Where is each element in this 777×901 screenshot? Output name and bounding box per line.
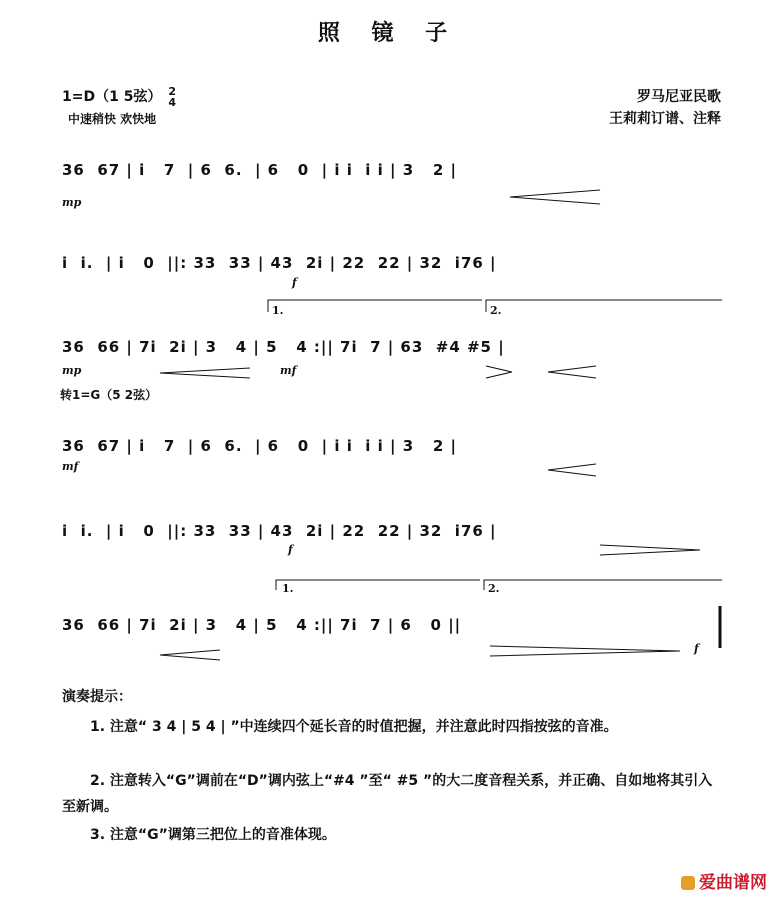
- dynamic-row-2: f: [292, 276, 297, 289]
- arranger-credit: 王莉莉订谱、注释: [609, 111, 721, 127]
- score-row-2: i i. | i 0 ||: 33 33 | 43 2i | 22 22 | 32 i76 |: [62, 254, 497, 272]
- dynamic-row-3b: mf: [280, 364, 297, 377]
- time-top: 2: [168, 85, 176, 98]
- hint-item-3: 3. 注意“G”调第三把位上的音准体现。: [90, 827, 336, 843]
- volta-2-row3: 2.: [490, 304, 502, 317]
- volta-2-row6: 2.: [488, 582, 500, 595]
- music-note-icon: [681, 876, 695, 890]
- score-row-4: 36 67 | i 7 | 6 6. | 6 0 | i i i i | 3 2 |: [62, 437, 457, 455]
- page-title: 照 镜 子: [317, 21, 460, 46]
- dynamic-row-3: mp: [62, 364, 82, 377]
- dynamic-row-6: f: [694, 642, 699, 655]
- site-watermark: [681, 868, 767, 893]
- volta-1-row3: 1.: [272, 304, 284, 317]
- score-row-1: 36 67 | i 7 | 6 6. | 6 0 | i i i i | 3 2 |: [62, 161, 457, 179]
- dynamic-row-5: f: [288, 543, 293, 556]
- dynamic-row-1: mp: [62, 196, 82, 209]
- time-bottom: 4: [168, 96, 176, 109]
- hints-heading: 演奏提示：: [62, 689, 132, 705]
- hint-item-2: 2. 注意转入“G”调前在“D”调内弦上“#4 ”至“ #5 ”的大二度音程关系，并正确、自如地将其引入至新调。: [62, 773, 713, 815]
- score-row-3: 36 66 | 7i 2i | 3 4 | 5 4 :|| 7i 7 | 63 #4 #5 |: [62, 338, 505, 356]
- watermark-text: 爱曲谱网: [699, 873, 767, 893]
- dynamic-row-4: mf: [62, 460, 79, 473]
- volta-1-row6: 1.: [282, 582, 294, 595]
- score-row-5: i i. | i 0 ||: 33 33 | 43 2i | 22 22 | 32 i76 |: [62, 522, 497, 540]
- hint-item-1: 1. 注意“ 3 4 | 5 4 | ”中连续四个延长音的时值把握，并注意此时四指按弦的音准。: [90, 719, 618, 735]
- key-text: 1=D（1 5弦）: [62, 89, 162, 105]
- modulation-marking: 转1=G（5 2弦）: [60, 388, 158, 402]
- tempo-marking: 中速稍快 欢快地: [68, 112, 157, 126]
- score-row-6: 36 66 | 7i 2i | 3 4 | 5 4 :|| 7i 7 | 6 0 ||: [62, 616, 462, 634]
- origin-credit: 罗马尼亚民歌: [637, 89, 721, 105]
